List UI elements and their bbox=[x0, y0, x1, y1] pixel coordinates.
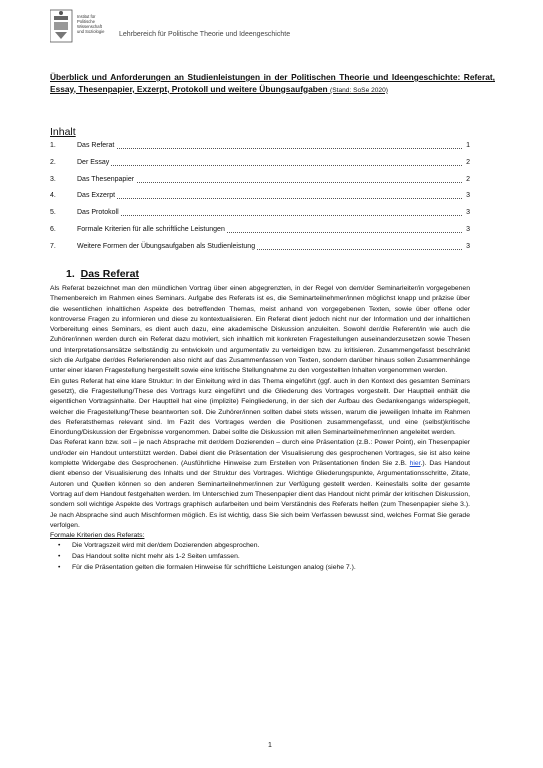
toc-page: 3 bbox=[466, 242, 470, 250]
toc-title: Das Thesenpapier bbox=[77, 175, 135, 183]
toc-page: 2 bbox=[466, 175, 470, 183]
toc-title: Das Exzerpt bbox=[77, 192, 116, 200]
toc-leader bbox=[77, 198, 462, 199]
document-title bbox=[50, 72, 495, 96]
toc-page: 3 bbox=[466, 209, 470, 217]
toc-entry[interactable] bbox=[50, 158, 470, 175]
toc-page: 2 bbox=[466, 158, 470, 166]
toc-title: Das Referat bbox=[77, 142, 115, 149]
department-name: Lehrbereich für Politische Theorie und Ideengeschichte bbox=[119, 31, 291, 38]
page-header bbox=[50, 8, 500, 48]
toc-leader bbox=[77, 165, 462, 166]
toc-entry[interactable] bbox=[50, 191, 470, 208]
title-main: Überblick und Anforderungen an Studienleistungen in der Politischen Theorie und Ideengeschichte: Referat, Essay, Thesenpapier, Exzerpt, Protokoll und weitere Übungsaufgaben bbox=[50, 72, 495, 94]
section-body bbox=[50, 284, 470, 573]
criteria-heading: Formale Kriterien des Referats: bbox=[50, 532, 145, 540]
toc-number: 5. bbox=[50, 209, 56, 217]
list-item: • Das Handout sollte nicht mehr als 1-2 Seiten umfassen. bbox=[50, 552, 470, 563]
paragraph-text: Das Referat kann bzw. soll – je nach Absprache mit der/dem Dozierenden – durch eine Präsentation (z.B.: Power Point), ein Thesenpapier und/oder ein Handout unterstützt werden. Dabei dient die Präsentation der Visualisierung des gesprochenen Vortrages, sie ist also keine komplette Widergabe des Gesprochenen. (Ausführliche Hinweise zum Erstellen von Präsentationen finden Sie z.B. bbox=[50, 439, 470, 468]
toc-entry[interactable] bbox=[50, 208, 470, 225]
toc-title: Weitere Formen der Übungsaufgaben als Studienleistung bbox=[77, 242, 256, 250]
toc-leader bbox=[77, 148, 462, 149]
table-of-contents bbox=[50, 141, 470, 259]
logo-line: Wissenschaft bbox=[77, 24, 102, 29]
toc-heading: Inhalt bbox=[50, 126, 76, 138]
toc-title: Der Essay bbox=[77, 158, 110, 166]
toc-number: 2. bbox=[50, 158, 56, 166]
toc-number: 6. bbox=[50, 225, 56, 233]
toc-number: 3. bbox=[50, 175, 56, 183]
toc-title: Formale Kriterien für alle schriftliche Leistungen bbox=[77, 225, 225, 233]
toc-entry[interactable] bbox=[50, 242, 470, 259]
toc-entry[interactable] bbox=[50, 225, 470, 242]
page-number: 1 bbox=[268, 742, 272, 749]
logo-line: und Soziologie bbox=[77, 29, 105, 34]
logo-line: Politische bbox=[77, 19, 95, 24]
toc-entry[interactable] bbox=[50, 141, 470, 158]
toc-title: Das Protokoll bbox=[77, 209, 119, 217]
logo-institute-text bbox=[77, 14, 104, 34]
paragraph-text: .). Das Handout dient ebenso der Visualisierung des Inhalts und der Struktur des Vortrages. Wichtige Gliederungspunkte, Argumentationsschritte, Zitate, Autoren und Quellen können so den anderen Seminarteilnehmer/innen zur Verfügung gestellt werden. Keinesfalls sollte der gesamte Vortrag auf dem Handout festgehalten werden. Im Unterschied zum Thesenpapier dient das Handout nicht primär der kritischen Diskussion, sondern soll wichtige Aspekte des Vortrags graphisch aufarbeiten und beim Verständnis des Referats helfen (zum Thesenpapier siehe 3.). Je nach Absprache sind auch Mischformen möglich. Es ist wichtig, dass Sie sich beim Verfassen bewusst sind, welches Format Sie gerade verfolgen. bbox=[50, 460, 470, 529]
paragraph: Als Referat bezeichnet man den mündlichen Vortrag über einen abgegrenzten, in der Regel von dem/der Seminarleiter/in vorgegebenen Themenbereich im Rahmen eines Seminars. Aufgabe des Referats ist es, die Seminarteilnehmer/innen möglichst knapp und präzise über die wesentlichen inhaltlichen Aspekte des betreffenden Themas, meist anhand von vorgegebenen Texten, sowie über offene oder kontroverse Fragen zu informieren und diese zu kontextualisieren. Ein Referat dient jedoch nicht nur der Information und der inhaltlichen Vorbereitung eines Seminars, es dient auch dazu, eine akademische Diskussion anzuleiten. Sowohl der/die Referent/in wie auch die Zuhörer/innen werden durch ein Referat dazu motiviert, sich inhaltlich mit konkreten Fragestellungen auseinanderzusetzen sowie Thesen und Interpretationsansätze selbständig zu entwickeln und argumentativ zu verteidigen bzw. zu kritisieren. Zusammengefasst beschränkt sich die Aufgabe der/des Referierenden also nicht auf das Zusammenfassen von Texten, sondern darüber hinaus sollen Zusammenhänge unter einer klaren Fragestellung hergestellt sowie eine kritische Stellungnahme zu den vorgestellten Inhalten vorgenommen werden. bbox=[50, 285, 470, 375]
toc-number: 7. bbox=[50, 242, 56, 250]
criteria-list bbox=[50, 541, 470, 573]
toc-number: 1. bbox=[50, 142, 56, 149]
toc-page: 1 bbox=[466, 142, 470, 149]
logo-line: Institut für bbox=[77, 14, 96, 19]
title-stand: (Stand: SoSe 2020) bbox=[330, 86, 388, 94]
list-item: • Für die Präsentation gelten die formalen Hinweise für schriftliche Leistungen analog (siehe 7.). bbox=[50, 563, 470, 574]
presentation-guide-link[interactable]: hier bbox=[409, 460, 421, 468]
toc-entry[interactable] bbox=[50, 175, 470, 192]
paragraph bbox=[50, 438, 470, 531]
toc-page: 3 bbox=[466, 225, 470, 233]
toc-leader bbox=[77, 215, 462, 216]
section-heading-referat bbox=[66, 268, 139, 280]
section-number: 1. bbox=[66, 268, 75, 280]
section-title: Das Referat bbox=[80, 268, 139, 280]
paragraph: Ein gutes Referat hat eine klare Struktur: In der Einleitung wird in das Thema eingeführt (ggf. auch in den Kontext des gesamten Seminars gesetzt), die Fragestellung/These des Vortrags kurz eingeführt und die Gliederung des Vortrages vorgestellt. Der Hauptteil enthält die eigentlichen Vortragsinhalte. Der Hauptteil hat eine (implizite) Feingliederung, in der sich der Aufbau des Gedankengangs widerspiegelt, welcher die Fragestellung/These beantworten soll. Die Zuhörer/innen sollten dabei stets wissen, warum die jeweiligen Inhalte im Rahmen des Referatsthemas relevant sind. Im Fazit des Vortrages werden die Positionen zusammengefasst, und eine (selbst)kritische Einordung/Diskussion der Ergebnisse vorgenommen. Dabei sollte die Diskussion mit allen Seminarteilnehmer/innen angeleitet werden. bbox=[50, 377, 470, 437]
list-item: • Die Vortragszeit wird mit der/dem Dozierenden abgesprochen. bbox=[50, 541, 470, 552]
toc-number: 4. bbox=[50, 192, 56, 200]
toc-page: 3 bbox=[466, 192, 470, 200]
